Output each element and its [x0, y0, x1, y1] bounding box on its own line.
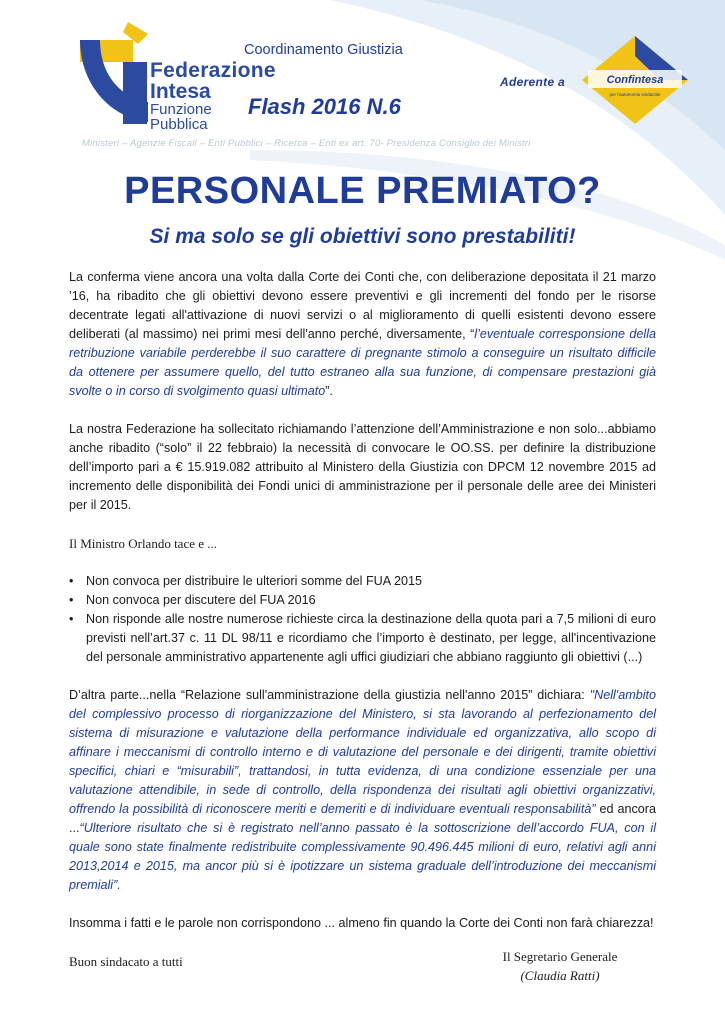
- paragraph-text: ed ancora ...: [69, 802, 656, 835]
- paragraph-corte-conti: [69, 268, 656, 401]
- page-title: PERSONALE PREMIATO?: [124, 170, 601, 212]
- sectors-strip: Ministeri – Agenzie Fiscali – Enti Pubblici – Ricerca – Enti ex art. 70- Presidenza Consiglio dei Ministri: [82, 138, 531, 149]
- closing-greeting: Buon sindacato a tutti: [69, 954, 183, 969]
- logo-line-funzione: Funzione: [150, 101, 212, 118]
- logo-line-federazione: Federazione: [150, 59, 276, 82]
- paragraph-ministro: Il Ministro Orlando tace e ...: [69, 536, 218, 551]
- quoted-text: “Ulteriore risultato che si è registrato nell’anno passato è la sottoscrizione dell’accordo FUA, con il quale sono state finalmente redistribuite complessivamente 90.496.445 milioni di euro, relativi agli anni 2013,2014 e 2015, ma ancor più si è ipotizzare un sistema graduale dell’introduzione dei meccanismi premiali”.: [69, 821, 656, 892]
- list-item: • Non convoca per distribuire le ulteriori somme del FUA 2015: [69, 572, 656, 591]
- quoted-text: "Nell'ambito del complessivo processo di riorganizzazione del Ministero, si sta lavorando al perfezionamento del sistema di misurazione e valutazione della performance individuale ed organizzativa, allo scopo di affinare i meccanismi di controllo interno e di valutazione del personale e dei dirigenti, tramite obiettivi specifici, chiari e “misurabili”, trattandosi, in tutta evidenza, di una condizione essenziale per una valutazione attendibile, in sede di controllo, della rispondenza dei risultati agli obiettivi organizzativi, offrendo la possibilità di riconoscere meriti e demeriti e di individuare eventuali responsabilità”: [69, 688, 656, 816]
- signature-block: [495, 947, 625, 985]
- paragraph-text: La conferma viene ancora una volta dalla Corte dei Conti che, con deliberazione depositata il 21 marzo ’16, ha ribadito che gli obiettivi devono essere preventivi e gli incrementi del fondo per le risorse decentrate legati all'attivazione di nuovi servizi o al miglioramento di quelli esistenti devono essere deliberati (al massimo) nei primi mesi dell'anno perché, diversamente, “: [69, 270, 656, 341]
- list-item: • Non risponde alle nostre numerose richieste circa la destinazione della quota pari a 7,5 milioni di euro previsti nell’art.37 c. 11 DL 98/11 e ricordiamo che l’importo è destinato, per legge, all'incentivazione del personale amministrativo appartenente agli uffici giudiziari che abbiano raggiunto gli obiettivi (...): [69, 610, 656, 667]
- confintesa-name: Confintesa: [606, 74, 664, 86]
- paragraph-text: D’altra parte...nella “Relazione sull'amministrazione della giustizia nell'anno 2015” dichiara:: [69, 688, 590, 702]
- signature-role: Il Segretario Generale: [502, 949, 618, 964]
- bullet-list: [69, 572, 656, 667]
- paragraph-insomma: Insomma i fatti e le parole non corrispondono ... almeno fin quando la Corte dei Conti non farà chiarezza!: [69, 916, 654, 930]
- article-body: [69, 268, 656, 990]
- confintesa-logo: [580, 34, 690, 126]
- signature-name: (Claudia Ratti): [520, 968, 600, 983]
- coordinamento-label: Coordinamento Giustizia: [244, 42, 403, 58]
- paragraph-relazione: [69, 686, 656, 895]
- paragraph-federazione: La nostra Federazione ha sollecitato richiamando l’attenzione dell’Amministrazione e non solo...abbiamo anche ribadito (“solo” il 22 febbraio) la necessità di convocare le OO.SS. per definire la distribuzione dell’importo pari a € 15.919.082 attribuito al Ministero della Giustizia con DPCM 12 novembre 2015 ad incremento delle disponibilità dei Fondi unici di amministrazione per il personale delle aree dei Ministeri per il 2015.: [69, 422, 656, 512]
- logo-line-intesa: Intesa: [150, 80, 211, 103]
- logo-line-pubblica: Pubblica: [150, 116, 208, 133]
- quoted-text: l’eventuale corresponsione della retribuzione variabile perderebbe il suo carattere di pregnante stimolo a conseguire un risultato difficile da ottenere per assumere quello, del tutto estraneo alla sua funzione, di compensare prestazioni già svolte o in corso di svolgimento quasi ultimato: [69, 327, 656, 398]
- flash-number: Flash 2016 N.6: [248, 94, 401, 119]
- paragraph-text: ”.: [325, 384, 333, 398]
- confintesa-tagline: per l'autonomia sindacale: [609, 92, 661, 97]
- aderente-label: Aderente a: [500, 75, 566, 89]
- page-subtitle: Si ma solo se gli obiettivi sono prestabiliti!: [149, 225, 576, 248]
- list-item: • Non convoca per discutere del FUA 2016: [69, 591, 656, 610]
